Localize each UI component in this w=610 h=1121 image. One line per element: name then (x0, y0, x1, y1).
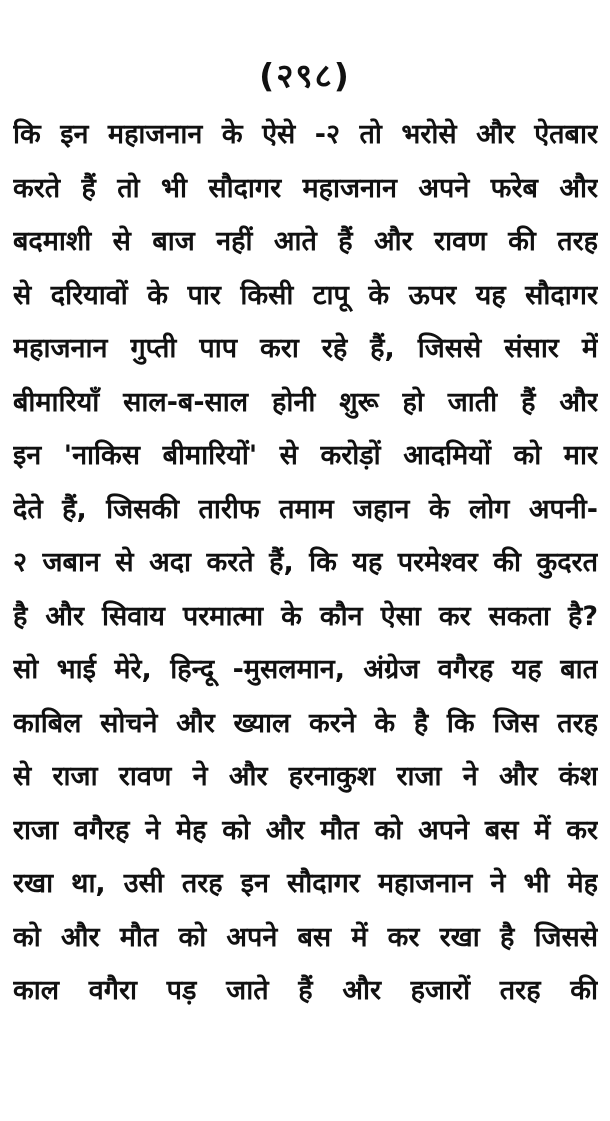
text-line: काबिल सोचने और ख्याल करने के है कि जिस तरह (13, 707, 598, 739)
text-line: से राजा रावण ने और हरनाकुश राजा ने और कंश (13, 761, 598, 792)
text-line: इन 'नाकिस बीमारियों' से करोड़ों आदमियों को मार (13, 440, 598, 471)
text-line: काल वगैरा पड़ जाते हैं और हजारों तरह की (13, 975, 598, 1006)
text-line: देते हैं, जिसकी तारीफ तमाम जहान के लोग अपनी- (13, 493, 598, 525)
page-body-text (13, 108, 598, 1018)
text-line: को और मौत को अपने बस में कर रखा है जिससे (13, 921, 598, 953)
text-line: सो भाई मेरे, हिन्दू -मुसलमान, अंग्रेज वगैरह यह बात (13, 654, 598, 685)
text-line: करते हैं तो भी सौदागर महाजनान अपने फरेब और (13, 172, 598, 204)
text-line: राजा वगैरह ने मेह को और मौत को अपने बस में कर (13, 814, 598, 846)
text-line: से दरियावों के पार किसी टापू के ऊपर यह सौदागर (13, 279, 598, 311)
text-line: कि इन महाजनान के ऐसे -२ तो भरोसे और ऐतबार (13, 119, 598, 150)
text-line: २ जबान से अदा करते हैं, कि यह परमेश्वर की कुदरत (13, 547, 598, 578)
text-line: रखा था, उसी तरह इन सौदागर महाजनान ने भी मेह (13, 868, 598, 899)
page-number: (२९८) (259, 56, 351, 95)
text-line: बीमारियाँ साल-ब-साल होनी शुरू हो जाती हैं और (13, 386, 598, 418)
text-line: है और सिवाय परमात्मा के कौन ऐसा कर सकता है? (13, 600, 598, 632)
text-line: बदमाशी से बाज नहीं आते हैं और रावण की तरह (13, 226, 598, 257)
text-line: महाजनान गुप्ती पाप करा रहे हैं, जिससे संसार में (13, 333, 598, 364)
